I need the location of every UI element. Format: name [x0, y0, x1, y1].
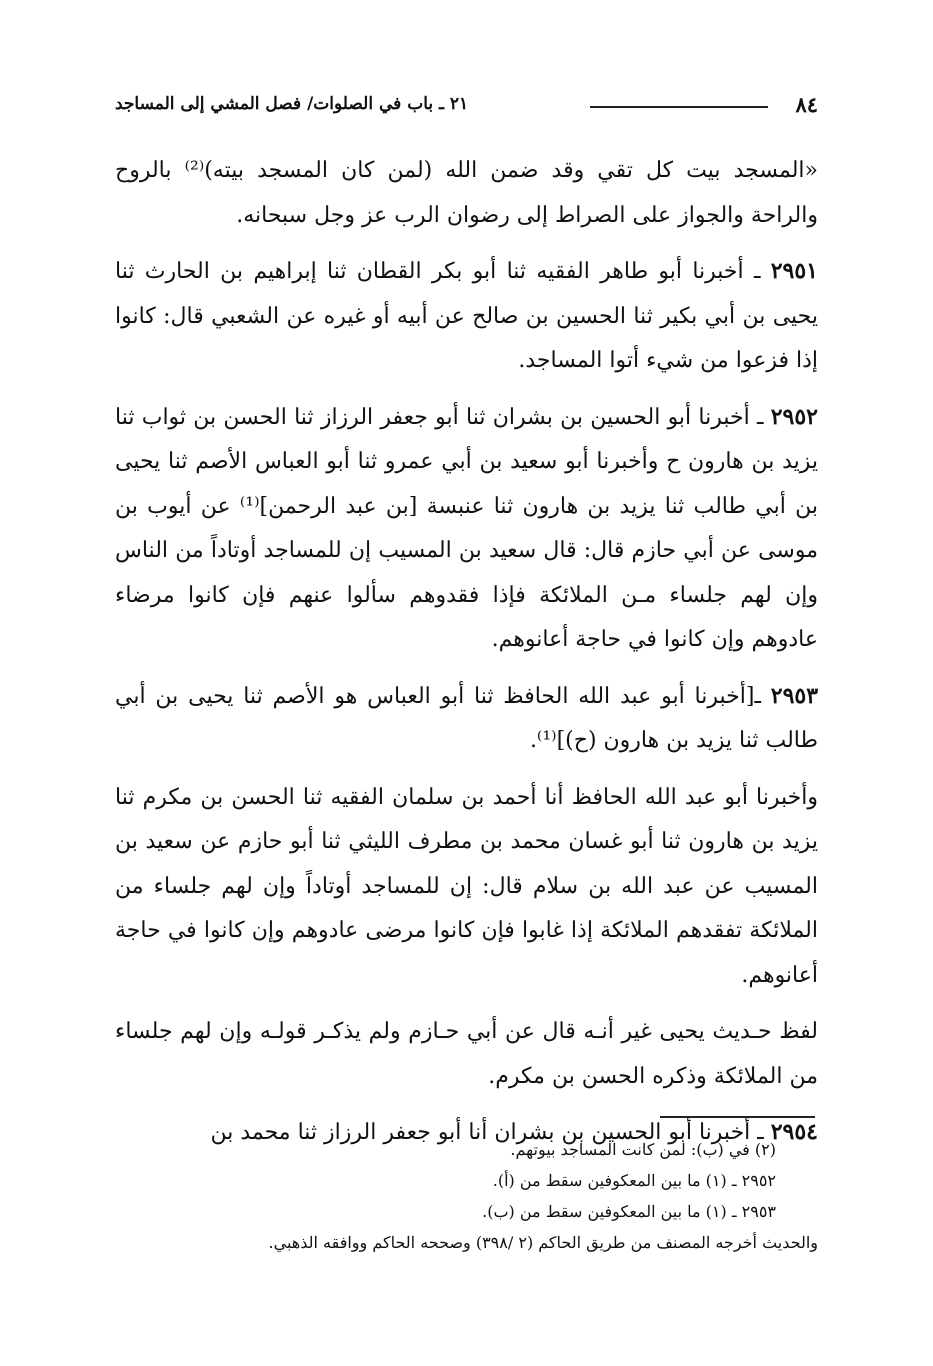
paragraph [115, 1009, 818, 1099]
page-body [115, 148, 818, 1167]
paragraph [115, 775, 818, 999]
page-header [115, 92, 818, 122]
footnotes [115, 1134, 818, 1258]
footnote: (٢) في (ب): لمن كانت المساجد بيوتهم. [510, 1140, 776, 1159]
paragraph-text: ـ أخبرنا أبو طاهر الفقيه ثنا أبو بكر القطان ثنا إبراهيم بن الحارث ثنا يحيى بن أبي بكير ثنا الحسين بن صالح عن أبيه أو غيره عن الشعبي قال: كانوا إذا فزعوا من شيء أتوا المساجد. [115, 259, 818, 373]
hadith-number: ٢٩٥٤ [770, 1119, 818, 1145]
paragraph-text: لفظ حـديث يحيى غير أنـه قال عن أبي حـازم ولم يذكـر قولـه وإن لهم جلساء من الملائكة وذكره الحسن بن مكرم. [115, 1019, 818, 1089]
footnote: ٢٩٥٢ ـ (١) ما بين المعكوفين سقط من (أ). [492, 1171, 776, 1190]
paragraph-text: ـ أخبرنا أبو الحسين بن بشران ثنا أبو جعفر الرزاز ثنا الحسن بن ثواب ثنا يزيد بن هارون ح وأخبرنا أبو سعيد بن أبي عمرو ثنا أبو العباس الأصم ثنا يحيى بن أبي طالب ثنا يزيد بن هارون ثنا عنبسة [بن عبد الرحمن]⁽¹⁾ عن أيوب بن موسى عن أبي حازم قال: قال سعيد بن المسيب إن للمساجد أوتاداً من الناس وإن لهم جلساء مـن الملائكة فإذا فقدوهم سألوا عنهم فإن كانوا مرضاء عادوهم وإن كانوا في حاجة أعانوهم. [115, 404, 818, 652]
paragraph [115, 249, 818, 384]
paragraph [115, 148, 818, 238]
paragraph [115, 674, 818, 764]
hadith-number: ٢٩٥٣ [770, 682, 819, 709]
paragraph-text: ـ أخبرنا أبو الحسين بن بشران أنا أبو جعفر الرزاز ثنا محمد بن [210, 1120, 764, 1145]
running-title: ٢١ ـ باب في الصلوات/ فصل المشي إلى المساجد [115, 94, 469, 114]
hadith-number: ٢٩٥٢ [770, 403, 818, 430]
paragraph [115, 395, 818, 663]
footnote-rule [660, 1116, 815, 1118]
footnote: ٢٩٥٣ ـ (١) ما بين المعكوفين سقط من (ب). [482, 1202, 776, 1221]
paragraph-text: وأخبرنا أبو عبد الله الحافظ أنا أحمد بن سلمان الفقيه ثنا الحسن بن مكرم ثنا يزيد بن هارون ثنا أبو غسان محمد بن مطرف الليثي ثنا أبو حازم عن سعيد بن المسيب عن عبد الله بن سلام قال: إن للمساجد أوتاداً وإن لهم جلساء من الملائكة تفقدهم الملائكة إذا غابوا فإن كانوا مرضى عادوهم وإن كانوا في حاجة أعانوهم. [115, 784, 818, 988]
header-rule [590, 106, 768, 108]
paragraph-text: ـ[أخبرنا أبو عبد الله الحافظ ثنا أبو العباس هو الأصم ثنا يحيى بن أبي طالب ثنا يزيد بن هارون (ح)]⁽¹⁾. [115, 683, 818, 753]
hadith-number: ٢٩٥١ [770, 258, 818, 284]
paragraph-text: «المسجد بيت كل تقي وقد ضمن الله (لمن كان المسجد بيته)⁽²⁾ بالروح والراحة والجواز على الصراط إلى رضوان الرب عز وجل سبحانه. [115, 158, 819, 228]
footnote: والحديث أخرجه المصنف من طريق الحاكم (٢ /٣٩٨) وصححه الحاكم ووافقه الذهبي. [268, 1233, 818, 1252]
page-number: ٨٤ [795, 92, 818, 117]
